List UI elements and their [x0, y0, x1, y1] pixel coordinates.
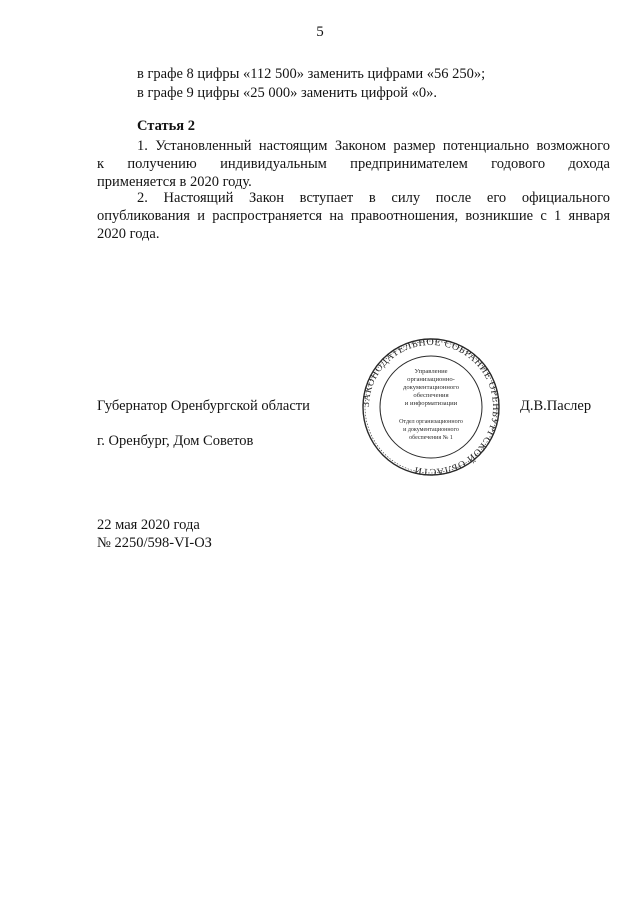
amendment-line: в графе 8 цифры «112 500» заменить цифрами «56 250»;	[137, 66, 486, 82]
official-seal	[356, 337, 506, 477]
signatory-name: Д.В.Паслер	[520, 398, 592, 414]
seal-inner-text: документационного	[402, 384, 460, 391]
article-paragraph-1	[97, 137, 610, 191]
paragraph-line: 1. Установленный настоящим Законом размер потенциально возможного	[137, 138, 610, 154]
signing-place: г. Оренбург, Дом Советов	[97, 433, 254, 449]
seal-inner-text: обеспечения	[413, 392, 449, 399]
seal-inner-text: Отдел организационного	[399, 419, 463, 425]
seal-inner-text: обеспечения № 1	[409, 435, 453, 441]
article-heading: Статья 2	[137, 118, 195, 134]
seal-inner-text: организационно-	[407, 376, 455, 383]
seal-outer-text: ЗАКОНОДАТЕЛЬНОЕ СОБРАНИЕ ОРЕНБУРГСКОЙ ОБЛАСТИ	[360, 337, 502, 477]
seal-graphic	[356, 337, 506, 477]
amendment-line: в графе 9 цифры «25 000» заменить цифрой «0».	[137, 85, 438, 101]
paragraph-line: опубликования и распространяется на правоотношения, возникшие с 1 января	[97, 208, 610, 224]
seal-inner-text: и документационного	[403, 427, 459, 433]
paragraph-line: применяется в 2020 году.	[97, 174, 252, 190]
seal-inner-text: Управление	[414, 368, 448, 375]
paragraph-line: к получению индивидуальным предпринимателем годового дохода	[97, 156, 610, 172]
paragraph-line: 2020 года.	[97, 226, 160, 242]
seal-inner-text: и информатизации	[404, 400, 458, 407]
article-paragraph-2	[97, 189, 610, 243]
page-number: 5	[316, 24, 324, 40]
paragraph-line: 2. Настоящий Закон вступает в силу после его официального	[137, 190, 610, 206]
svg-text:ЗАКОНОДАТЕЛЬНОЕ СОБРАНИЕ ОРЕНБ	[361, 337, 501, 477]
signing-date: 22 мая 2020 года	[97, 517, 200, 533]
law-number: № 2250/598-VI-ОЗ	[97, 535, 212, 551]
signatory-position: Губернатор Оренбургской области	[97, 398, 310, 414]
